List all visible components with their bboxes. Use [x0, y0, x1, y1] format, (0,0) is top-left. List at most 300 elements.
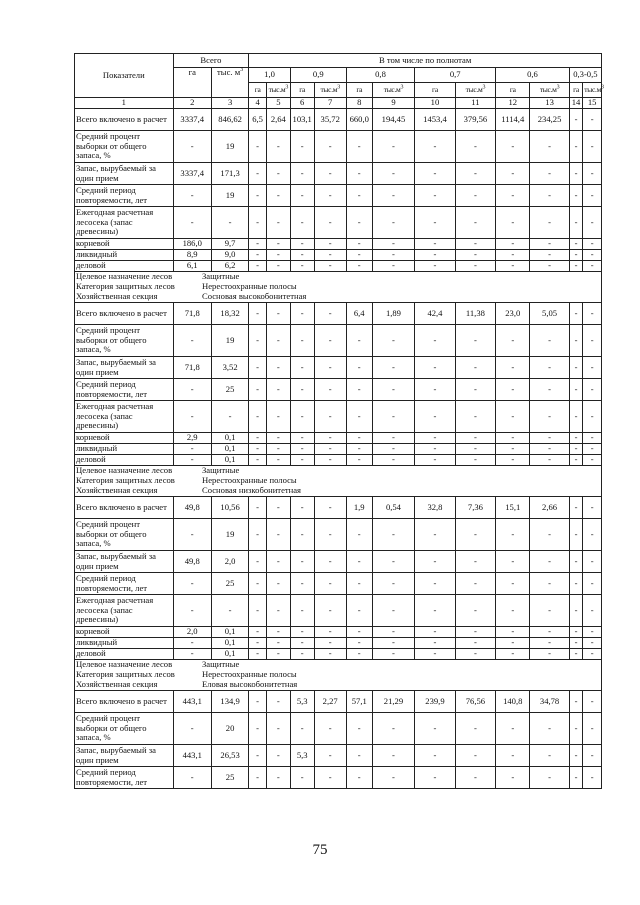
section-meta-key: Хозяйственная секция	[76, 485, 158, 496]
table-cell: -	[249, 379, 267, 401]
table-cell: -	[583, 357, 602, 379]
table-cell: -	[290, 325, 314, 357]
table-cell: -	[290, 433, 314, 444]
table-cell: -	[569, 455, 582, 466]
section-meta-row	[75, 486, 602, 497]
table-cell: 5,05	[530, 303, 569, 325]
unit-volume-text: тыс.м	[584, 85, 602, 95]
table-cell: -	[290, 497, 314, 519]
table-cell: -	[583, 767, 602, 789]
table-cell: -	[266, 163, 290, 185]
column-number: 4	[249, 98, 267, 109]
table-cell: -	[496, 627, 530, 638]
table-cell: -	[290, 163, 314, 185]
table-cell: -	[346, 207, 372, 239]
table-cell: -	[314, 713, 346, 745]
table-cell: -	[266, 638, 290, 649]
table-row	[75, 691, 602, 713]
table-cell: -	[314, 627, 346, 638]
table-cell: -	[569, 627, 582, 638]
table-cell: 7,36	[455, 497, 495, 519]
column-number: 15	[583, 98, 602, 109]
table-cell: -	[290, 239, 314, 250]
table-cell: -	[249, 767, 267, 789]
table-cell: -	[372, 379, 415, 401]
table-cell: -	[346, 638, 372, 649]
table-cell: 6,4	[346, 303, 372, 325]
table-cell: -	[569, 433, 582, 444]
header-density-4: 0,7	[415, 68, 496, 83]
table-cell: -	[346, 519, 372, 551]
table-cell: -	[583, 691, 602, 713]
table-cell: -	[314, 595, 346, 627]
table-cell: -	[455, 433, 495, 444]
table-cell: -	[173, 379, 211, 401]
unit-volume-sup: 3	[601, 84, 604, 91]
table-cell: -	[455, 444, 495, 455]
column-number: 2	[173, 98, 211, 109]
row-label: деловой	[75, 261, 174, 272]
unit-ha: га	[496, 83, 530, 98]
table-cell: -	[496, 649, 530, 660]
table-cell: 57,1	[346, 691, 372, 713]
table-cell: 5,3	[290, 691, 314, 713]
header-volume-sup: 3	[240, 67, 244, 74]
table-cell: -	[372, 433, 415, 444]
table-cell: -	[314, 401, 346, 433]
table-cell: -	[266, 595, 290, 627]
table-cell: -	[249, 357, 267, 379]
table-cell: -	[346, 767, 372, 789]
table-row	[75, 638, 602, 649]
table-cell: -	[415, 185, 455, 207]
row-label: ликвидный	[75, 444, 174, 455]
table-row	[75, 745, 602, 767]
table-cell: -	[415, 379, 455, 401]
table-cell: -	[455, 713, 495, 745]
table-cell: 2,0	[173, 627, 211, 638]
table-cell: -	[496, 250, 530, 261]
table-cell: 11,38	[455, 303, 495, 325]
table-cell: -	[266, 691, 290, 713]
table-cell: -	[266, 239, 290, 250]
row-label: Запас, вырубаемый за один прием	[75, 745, 174, 767]
table-cell: -	[530, 745, 569, 767]
table-row	[75, 444, 602, 455]
header-row-1	[75, 54, 602, 68]
section-meta	[75, 680, 602, 691]
table-cell: -	[415, 207, 455, 239]
table-cell: -	[569, 519, 582, 551]
table-cell: -	[455, 551, 495, 573]
table-cell: -	[290, 357, 314, 379]
row-label: корневой	[75, 627, 174, 638]
table-cell: -	[415, 649, 455, 660]
table-cell: -	[266, 551, 290, 573]
table-cell: -	[530, 261, 569, 272]
table-cell: -	[455, 185, 495, 207]
table-cell: -	[346, 163, 372, 185]
table-cell: -	[266, 444, 290, 455]
table-cell: 2,64	[266, 109, 290, 131]
table-cell: -	[496, 207, 530, 239]
table-cell: -	[372, 627, 415, 638]
table-cell: -	[530, 207, 569, 239]
table-cell: -	[290, 713, 314, 745]
header-volume-text: тыс. м	[217, 67, 241, 77]
table-cell: -	[372, 239, 415, 250]
table-cell: -	[569, 239, 582, 250]
table-cell: 21,29	[372, 691, 415, 713]
table-cell: -	[346, 455, 372, 466]
unit-volume-text: тыс.м	[268, 85, 286, 95]
table-cell: -	[415, 163, 455, 185]
table-cell: -	[569, 767, 582, 789]
table-row	[75, 303, 602, 325]
table-cell: -	[314, 551, 346, 573]
table-cell: -	[496, 551, 530, 573]
table-cell: 660,0	[346, 109, 372, 131]
table-cell: -	[372, 573, 415, 595]
table-cell: -	[266, 649, 290, 660]
table-cell: -	[372, 745, 415, 767]
row-label: Средний процент выборки от общего запаса, %	[75, 325, 174, 357]
table-cell: -	[569, 207, 582, 239]
table-cell: -	[249, 401, 267, 433]
table-cell: -	[583, 573, 602, 595]
table-cell: -	[372, 767, 415, 789]
table-cell: -	[314, 185, 346, 207]
table-cell: -	[372, 325, 415, 357]
table-cell: -	[583, 207, 602, 239]
table-cell: 140,8	[496, 691, 530, 713]
table-cell: -	[455, 519, 495, 551]
table-cell: -	[455, 357, 495, 379]
table-cell: -	[569, 444, 582, 455]
table-cell: 239,9	[415, 691, 455, 713]
unit-ha: га	[290, 83, 314, 98]
table-row	[75, 379, 602, 401]
table-cell: -	[290, 207, 314, 239]
table-cell: 19	[211, 325, 248, 357]
table-cell: -	[173, 649, 211, 660]
row-label: Средний период повторяемости, лет	[75, 573, 174, 595]
table-cell: -	[290, 455, 314, 466]
table-cell: -	[314, 250, 346, 261]
table-cell: 0,54	[372, 497, 415, 519]
table-cell: 71,8	[173, 357, 211, 379]
table-row	[75, 649, 602, 660]
table-cell: -	[569, 357, 582, 379]
table-cell: 0,1	[211, 444, 248, 455]
table-cell: -	[415, 401, 455, 433]
table-cell: -	[173, 444, 211, 455]
unit-volume-sup: 3	[337, 84, 340, 91]
table-cell: -	[249, 713, 267, 745]
section-meta-row	[75, 680, 602, 691]
unit-volume-sup: 3	[400, 84, 404, 91]
table-cell: -	[290, 595, 314, 627]
table-cell: -	[530, 185, 569, 207]
table-cell: -	[530, 595, 569, 627]
table-cell: -	[290, 638, 314, 649]
table-cell: -	[372, 713, 415, 745]
table-cell: -	[314, 261, 346, 272]
table-cell: -	[530, 433, 569, 444]
table-row	[75, 455, 602, 466]
table-cell: -	[455, 207, 495, 239]
table-cell: -	[569, 691, 582, 713]
column-number: 8	[346, 98, 372, 109]
unit-ha: га	[569, 83, 582, 98]
table-cell: 3337,4	[173, 163, 211, 185]
section-meta-value: Нерестоохранные полосы	[202, 475, 297, 486]
table-cell: -	[496, 745, 530, 767]
table-cell: -	[266, 627, 290, 638]
table-cell: -	[249, 691, 267, 713]
table-cell: -	[372, 261, 415, 272]
table-cell: -	[346, 713, 372, 745]
table-cell: -	[249, 455, 267, 466]
header-density-3: 0,8	[346, 68, 414, 83]
table-cell: 23,0	[496, 303, 530, 325]
table-cell: -	[266, 357, 290, 379]
table-cell: -	[530, 767, 569, 789]
table-row	[75, 325, 602, 357]
table-cell: -	[173, 519, 211, 551]
header-indicators: Показатели	[75, 54, 174, 98]
table-cell: -	[569, 185, 582, 207]
table-cell: -	[249, 573, 267, 595]
table-cell: -	[266, 303, 290, 325]
row-label: деловой	[75, 649, 174, 660]
table-cell: -	[569, 131, 582, 163]
column-number: 11	[455, 98, 495, 109]
table-cell: 2,27	[314, 691, 346, 713]
table-cell: -	[583, 627, 602, 638]
table-cell: -	[496, 455, 530, 466]
table-cell: -	[496, 638, 530, 649]
table-cell: -	[583, 401, 602, 433]
table-cell: -	[496, 357, 530, 379]
table-cell: 171,3	[211, 163, 248, 185]
table-cell: -	[415, 767, 455, 789]
table-cell: -	[415, 261, 455, 272]
table-cell: -	[266, 745, 290, 767]
table-cell: -	[455, 250, 495, 261]
table-cell: 34,78	[530, 691, 569, 713]
table-cell: -	[314, 433, 346, 444]
unit-volume-sup: 3	[482, 84, 486, 91]
table-cell: 19	[211, 131, 248, 163]
table-cell: -	[266, 185, 290, 207]
table-cell: 1453,4	[415, 109, 455, 131]
table-cell: -	[583, 325, 602, 357]
table-cell: -	[346, 379, 372, 401]
column-number: 12	[496, 98, 530, 109]
table-cell: -	[415, 357, 455, 379]
table-cell: -	[346, 239, 372, 250]
section-meta-value: Защитные	[202, 271, 240, 282]
table-cell: -	[496, 595, 530, 627]
row-label: Ежегодная расчетная лесосека (запас древесины)	[75, 207, 174, 239]
table-cell: -	[455, 239, 495, 250]
table-cell: -	[496, 239, 530, 250]
section-meta-key: Хозяйственная секция	[76, 291, 158, 302]
table-cell: -	[496, 185, 530, 207]
row-label: Всего включено в расчет	[75, 303, 174, 325]
table-cell: 6,1	[173, 261, 211, 272]
table-cell: -	[415, 239, 455, 250]
table-cell: -	[372, 250, 415, 261]
table-cell: -	[249, 185, 267, 207]
table-cell: -	[455, 163, 495, 185]
table-cell: -	[249, 131, 267, 163]
table-cell: -	[569, 595, 582, 627]
header-density-5: 0,6	[496, 68, 570, 83]
row-label: Всего включено в расчет	[75, 691, 174, 713]
table-cell: -	[346, 551, 372, 573]
table-cell: -	[583, 519, 602, 551]
table-cell: -	[583, 713, 602, 745]
header-including: В том числе по полнотам	[249, 54, 602, 68]
table-cell: -	[372, 401, 415, 433]
table-row	[75, 573, 602, 595]
table-cell: -	[372, 207, 415, 239]
table-cell: 76,56	[455, 691, 495, 713]
table-cell: 8,9	[173, 250, 211, 261]
table-cell: 1,9	[346, 497, 372, 519]
table-cell: -	[496, 325, 530, 357]
table-cell: -	[415, 455, 455, 466]
row-label: Средний период повторяемости, лет	[75, 767, 174, 789]
row-label: Запас, вырубаемый за один прием	[75, 357, 174, 379]
table-row	[75, 519, 602, 551]
table-cell: -	[569, 401, 582, 433]
table-cell: 26,53	[211, 745, 248, 767]
table-cell: -	[266, 379, 290, 401]
row-label: Ежегодная расчетная лесосека (запас древесины)	[75, 401, 174, 433]
table-row	[75, 767, 602, 789]
table-cell: -	[290, 519, 314, 551]
table-cell: -	[530, 163, 569, 185]
column-number-row	[75, 98, 602, 109]
table-cell: -	[569, 745, 582, 767]
table-cell: -	[569, 573, 582, 595]
table-cell: -	[346, 745, 372, 767]
table-row	[75, 713, 602, 745]
table-cell: -	[314, 207, 346, 239]
table-cell: -	[314, 163, 346, 185]
table-cell: -	[346, 250, 372, 261]
table-cell: -	[415, 713, 455, 745]
table-cell: -	[455, 131, 495, 163]
table-cell: -	[173, 767, 211, 789]
table-cell: -	[530, 551, 569, 573]
table-cell: -	[372, 131, 415, 163]
table-cell: -	[496, 261, 530, 272]
table-cell: -	[346, 261, 372, 272]
table-cell: 20	[211, 713, 248, 745]
row-label: Запас, вырубаемый за один прием	[75, 551, 174, 573]
table-cell: -	[569, 303, 582, 325]
table-cell: 0,1	[211, 649, 248, 660]
table-cell: 19	[211, 519, 248, 551]
row-label: Всего включено в расчет	[75, 497, 174, 519]
table-cell: -	[266, 519, 290, 551]
table-cell: -	[249, 649, 267, 660]
row-label: деловой	[75, 455, 174, 466]
table-cell: -	[249, 627, 267, 638]
table-cell: 10,56	[211, 497, 248, 519]
table-cell: -	[569, 109, 582, 131]
row-label: Всего включено в расчет	[75, 109, 174, 131]
table-cell: -	[249, 595, 267, 627]
table-cell: -	[266, 767, 290, 789]
table-cell: -	[455, 595, 495, 627]
table-cell: -	[314, 303, 346, 325]
column-number: 3	[211, 98, 248, 109]
table-cell: -	[372, 185, 415, 207]
table-cell: 0,1	[211, 455, 248, 466]
table-cell: -	[346, 185, 372, 207]
table-cell: -	[569, 325, 582, 357]
table-cell: -	[173, 595, 211, 627]
table-cell: -	[372, 163, 415, 185]
table-cell: -	[455, 638, 495, 649]
table-cell: -	[455, 455, 495, 466]
table-cell: -	[496, 767, 530, 789]
table-cell: -	[290, 627, 314, 638]
table-cell: 2,66	[530, 497, 569, 519]
table-cell: -	[583, 239, 602, 250]
table-cell: -	[583, 497, 602, 519]
row-label: Средний процент выборки от общего запаса, %	[75, 519, 174, 551]
section-meta-value: Защитные	[202, 659, 240, 670]
unit-ha: га	[249, 83, 267, 98]
table-cell: -	[583, 745, 602, 767]
column-number: 5	[266, 98, 290, 109]
column-number: 13	[530, 98, 569, 109]
table-cell: -	[173, 713, 211, 745]
table-row	[75, 250, 602, 261]
header-density-2: 0,9	[290, 68, 346, 83]
table-cell: -	[496, 379, 530, 401]
table-cell: -	[290, 131, 314, 163]
table-row	[75, 239, 602, 250]
section-meta-value: Нерестоохранные полосы	[202, 281, 297, 292]
table-cell: 1114,4	[496, 109, 530, 131]
table-cell: -	[372, 649, 415, 660]
unit-volume-text: тыс.м	[539, 85, 557, 95]
table-cell: -	[249, 433, 267, 444]
table-cell: -	[583, 649, 602, 660]
table-cell: -	[569, 250, 582, 261]
table-cell: -	[496, 573, 530, 595]
table-cell: 194,45	[372, 109, 415, 131]
table-cell: -	[415, 250, 455, 261]
table-cell: -	[266, 325, 290, 357]
table-cell: -	[583, 455, 602, 466]
table-cell: 2,0	[211, 551, 248, 573]
table-cell: 0,1	[211, 638, 248, 649]
table-cell: -	[583, 261, 602, 272]
table-cell: 6,5	[249, 109, 267, 131]
table-cell: -	[290, 185, 314, 207]
table-cell: -	[583, 303, 602, 325]
table-cell: -	[530, 357, 569, 379]
table-cell: -	[372, 444, 415, 455]
